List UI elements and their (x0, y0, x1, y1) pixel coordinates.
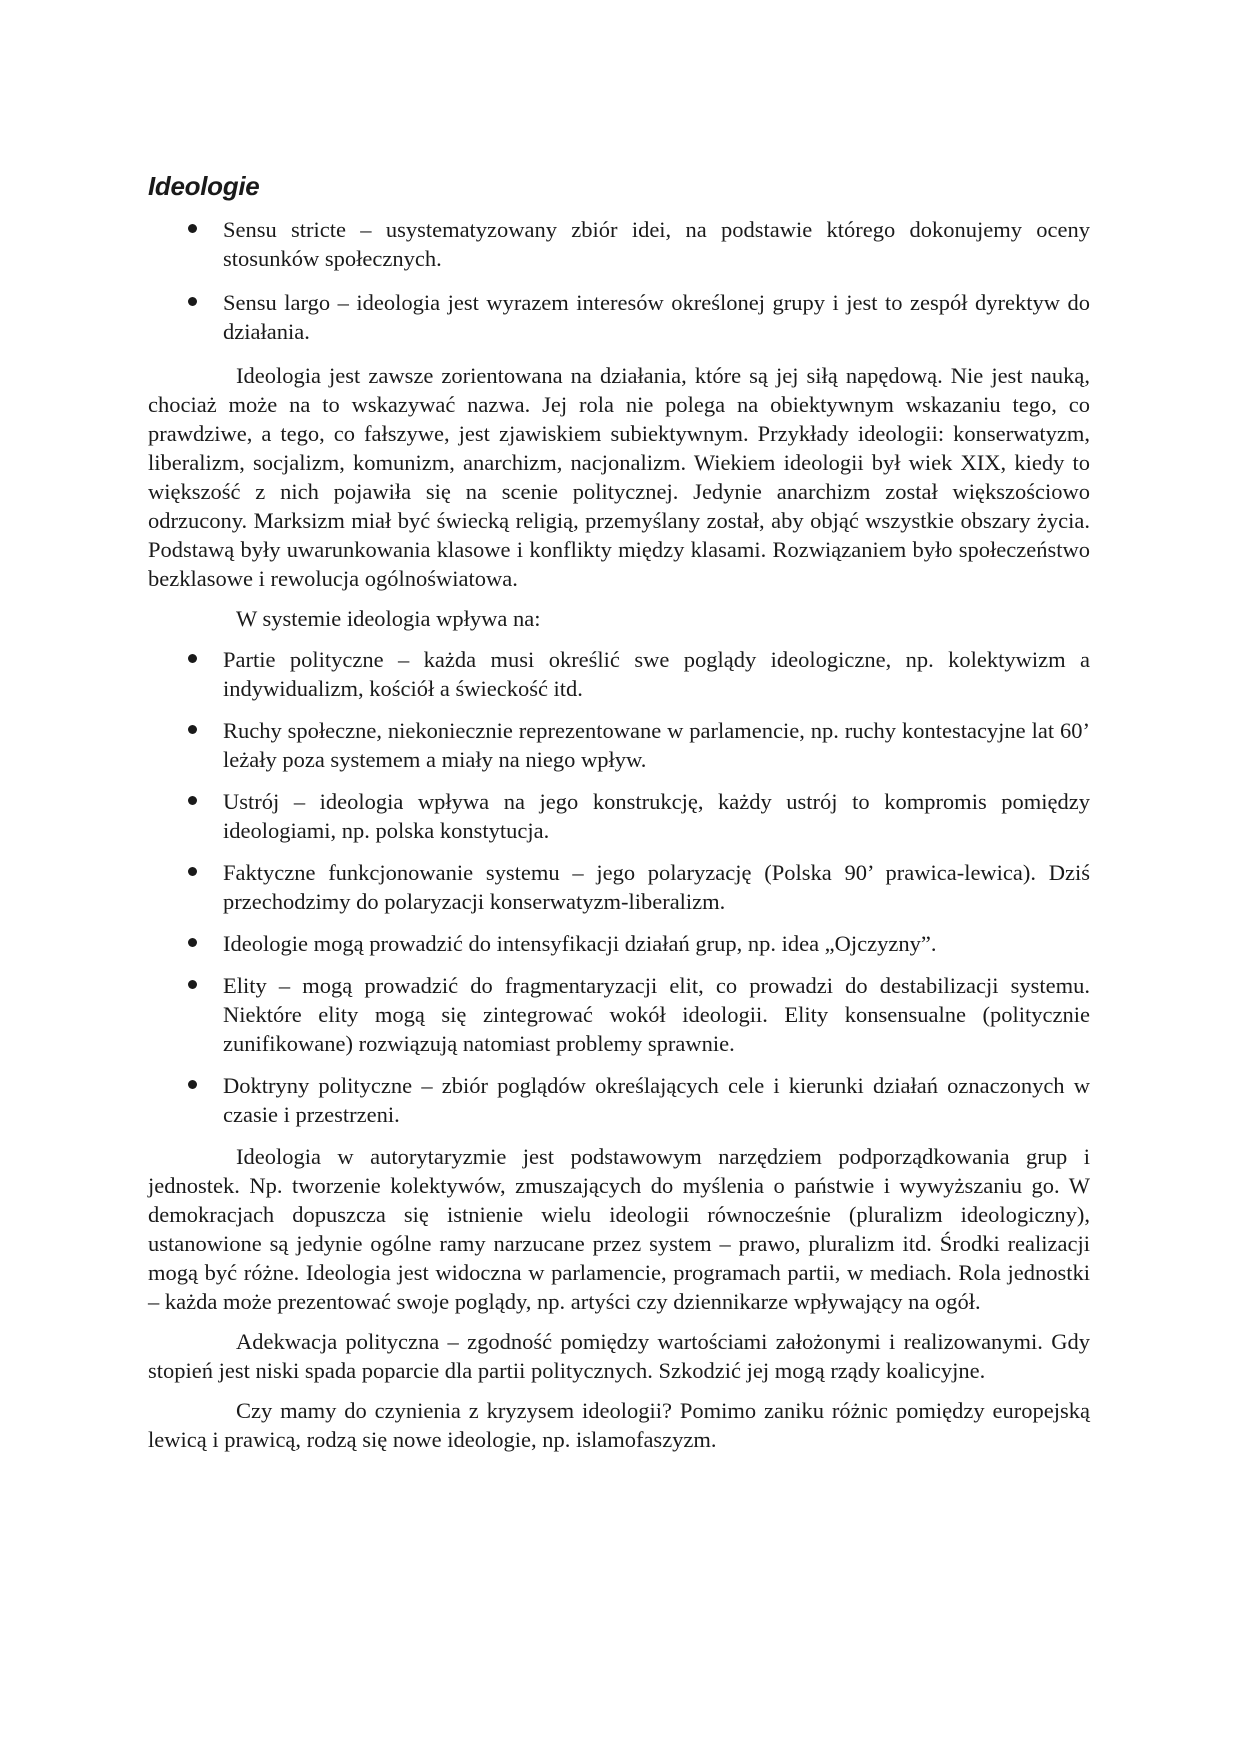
paragraph-system-influence: W systemie ideologia wpływa na: (236, 606, 541, 631)
list-item (148, 1071, 1090, 1129)
paragraph-authoritarianism: Ideologia w autorytaryzmie jest podstawowym narzędziem podporządkowania grup i jednostek. Np. tworzenie kolektywów, zmuszających do myślenia o państwie i wywyższaniu go. W demokracjach dopuszcza się istnienie wielu ideologii równocześnie (pluralizm ideologiczny), ustanowione są jedynie ogólne ramy narzucane przez system – prawo, pluralizm itd. Środki realizacji mogą być różne. Ideologia jest widoczna w parlamencie, programach partii, w mediach. Rola jednostki – każda może prezentować swoje poglądy, np. artyści czy dziennikarze wpływający na ogół. (148, 1144, 1090, 1314)
list-item-text: Ruchy społeczne, niekoniecznie reprezentowane w parlamencie, np. ruchy kontestacyjne lat 60’ leżały poza systemem a miały na niego wpływ. (223, 718, 1090, 772)
paragraph-ideology-crisis: Czy mamy do czynienia z kryzysem ideologii? Pomimo zaniku różnic pomiędzy europejską lewicą i prawicą, rodzą się nowe ideologie, np. islamofaszyzm. (148, 1398, 1090, 1452)
list-item-text: Sensu stricte – usystematyzowany zbiór idei, na podstawie którego dokonujemy oceny stosunków społecznych. (223, 217, 1090, 271)
list-item-text: Ideologie mogą prowadzić do intensyfikacji działań grup, np. idea „Ojczyzny”. (223, 931, 937, 956)
list-item-text: Sensu largo – ideologia jest wyrazem interesów określonej grupy i jest to zespół dyrektyw do działania. (223, 290, 1090, 344)
bullet-icon (188, 1080, 197, 1089)
list-item (148, 288, 1090, 346)
bullet-icon (188, 867, 197, 876)
bullet-icon (188, 938, 197, 947)
paragraph-political-adequacy: Adekwacja polityczna – zgodność pomiędzy wartościami założonymi i realizowanymi. Gdy stopień jest niski spada poparcie dla partii politycznych. Szkodzić jej mogą rządy koalicyjne. (148, 1329, 1090, 1383)
paragraph-ideology-intro: Ideologia jest zawsze zorientowana na działania, które są jej siłą napędową. Nie jest nauką, chociaż może na to wskazywać nazwa. Jej rola nie polega na obiektywnym wskazaniu tego, co prawdziwe, a tego, co fałszywe, jest zjawiskiem subiektywnym. Przykłady ideologii: konserwatyzm, liberalizm, socjalizm, komunizm, anarchizm, nacjonalizm. Wiekiem ideologii był wiek XIX, kiedy to większość z nich pojawiła się na scenie politycznej. Jedynie anarchizm został większościowo odrzucony. Marksizm miał być świecką religią, przemyślany został, aby objąć wszystkie obszary życia. Podstawą były uwarunkowania klasowe i konflikty między klasami. Rozwiązaniem było społeczeństwo bezklasowe i rewolucja ogólnoświatowa. (148, 363, 1090, 591)
bullet-icon (188, 224, 197, 233)
bullet-icon (188, 654, 197, 663)
list-item (148, 858, 1090, 916)
list-item (148, 215, 1090, 273)
list-item-text: Ustrój – ideologia wpływa na jego konstrukcję, każdy ustrój to kompromis pomiędzy ideologiami, np. polska konstytucja. (223, 789, 1090, 843)
list-item (148, 787, 1090, 845)
document-title: Ideologie (148, 171, 260, 201)
list-item-text: Elity – mogą prowadzić do fragmentaryzacji elit, co prowadzi do destabilizacji systemu. Niektóre elity mogą się zintegrować wokół ideologii. Elity konsensualne (politycznie zunifikowane) rozwiązują natomiast problemy sprawnie. (223, 973, 1090, 1056)
bullet-icon (188, 297, 197, 306)
document-page (148, 170, 1090, 1465)
bullet-icon (188, 980, 197, 989)
list-item-text: Partie polityczne – każda musi określić swe poglądy ideologiczne, np. kolektywizm a indywidualizm, kościół a świeckość itd. (223, 647, 1090, 701)
list-item-text: Faktyczne funkcjonowanie systemu – jego polaryzację (Polska 90’ prawica-lewica). Dziś przechodzimy do polaryzacji konserwatyzm-liberalizm. (223, 860, 1090, 914)
list-item (148, 971, 1090, 1058)
list-item (148, 645, 1090, 703)
list-item-text: Doktryny polityczne – zbiór poglądów określających cele i kierunki działań oznaczonych w czasie i przestrzeni. (223, 1073, 1090, 1127)
list-item (148, 929, 1090, 958)
definitions-list (148, 215, 1090, 346)
list-item (148, 716, 1090, 774)
bullet-icon (188, 725, 197, 734)
influences-list (148, 645, 1090, 1129)
bullet-icon (188, 796, 197, 805)
